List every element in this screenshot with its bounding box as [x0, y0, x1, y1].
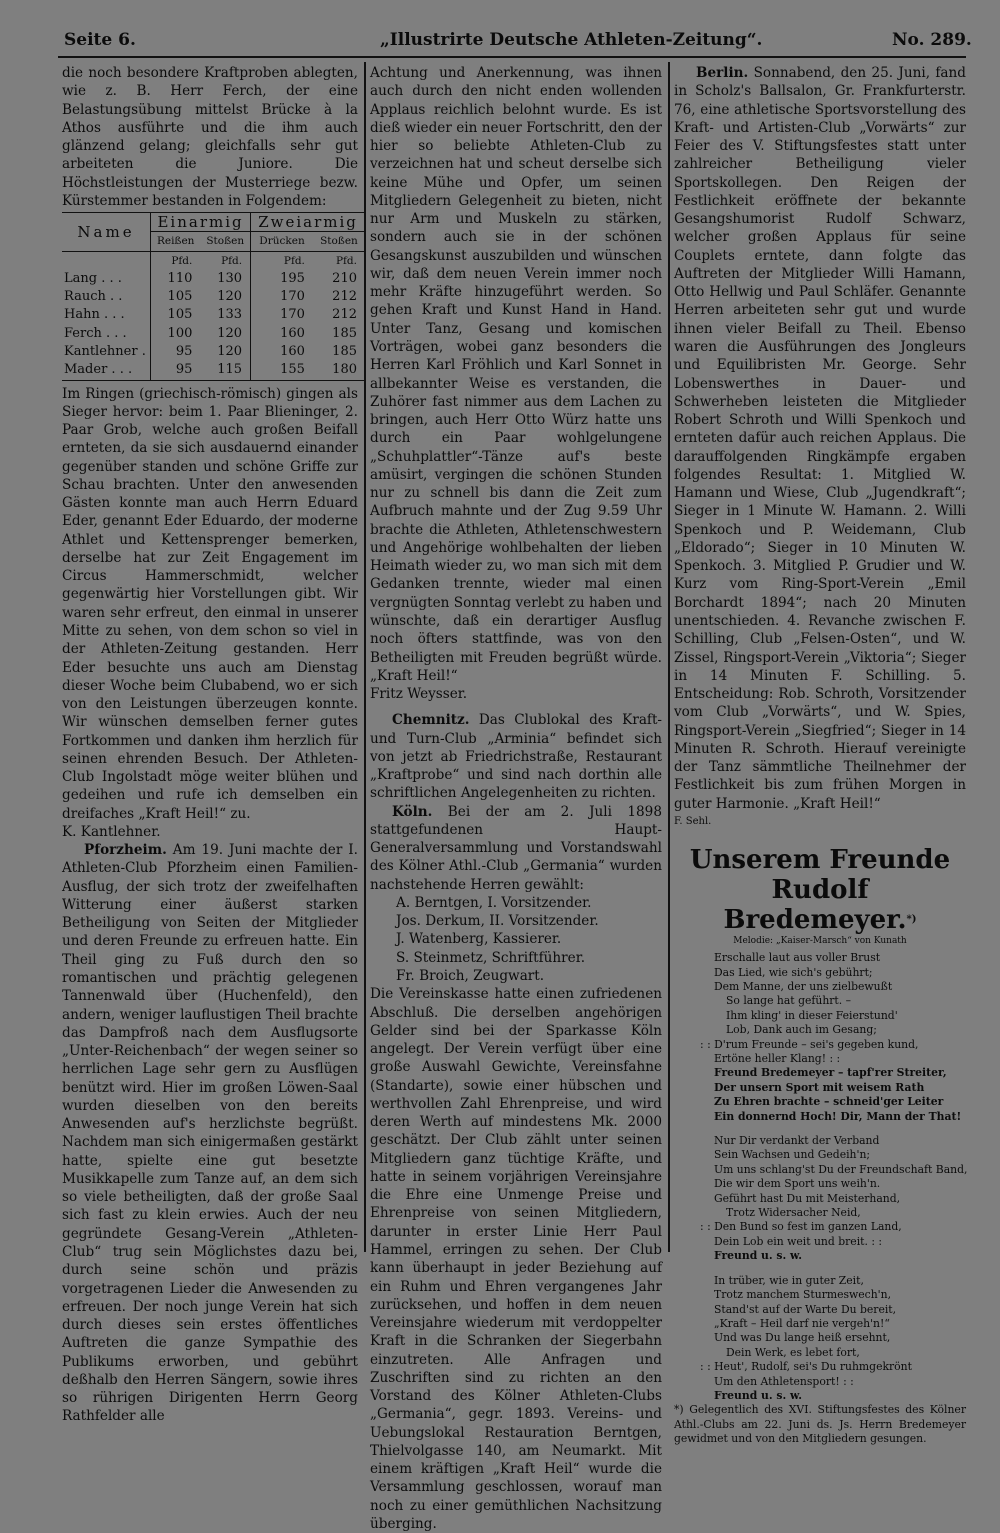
table-cell: 120 [217, 325, 243, 341]
table-sub-header: Reißen [151, 232, 201, 251]
page-number: Seite 6. [64, 30, 136, 50]
poem-line: So lange hat geführt. – [726, 994, 852, 1008]
table-cell: 120 [217, 343, 243, 359]
article-paragraph: Die Vereinskasse hatte einen zufriedenen Abschluß. Die derselben angehörigen Gelder sind bei der Sparkasse Köln angelegt. Der Verein verfügt über eine große Auswahl Gewichte, Vereinsfahne (Standarte), sowie einer hübschen und werthvollen Zahl Ehrenpreise, und wird deren Werth auf mindestens Mk. 2000 geschätzt. Der Club zählt unter seinen Mitgliedern ganz tüchtige Kräfte, und hatte in seinem vorjährigen Vereinsjahre die Ehre eine Unmenge Preise und Ehrenpreise von seinen Mitgliedern, darunter in erster Linie Herr Paul Hammel, erringen zu sehen. Der Club kann überhaupt in jeder Beziehung auf ein Ruhm und Ehren vergangenes Jahr zurücksehen, und hoffen in dem neuen Vereinsjahre wiederum mit verdoppelter Kraft in die Schranken der Siegerbahn einzutreten. Alle Anfragen und Zuschriften sind zu richten an den Vorstand des Kölner Athleten-Clubs „Germania“, gegr. 1893. Vereins- und Uebungslokal Restauration Berntgen, Thielvolgasse 140, am Neumarkt. Mit einem kräftigen „Kraft Heil“ wurde die Versammlung geschlossen, worauf man noch zu einer gemüthlichen Nachsitzung überging. [370, 986, 662, 1532]
table-cell: 185 [332, 325, 357, 341]
poem-line: Freund u. s. w. [714, 1249, 802, 1263]
table-cell: 210 [332, 270, 357, 286]
table-row [62, 306, 365, 324]
table-cell: 105 [151, 306, 201, 324]
table-cell: 133 [217, 307, 243, 323]
poem-line: : : Heut', Rudolf, sei's Du ruhmgekrönt [700, 1360, 912, 1374]
poem-line: : : Den Bund so fest im ganzen Land, [700, 1220, 902, 1234]
results-table [62, 212, 365, 380]
poem-line: Der unsern Sport mit weisem Rath [714, 1080, 925, 1094]
article-paragraph: Achtung und Anerkennung, was ihnen auch durch den nicht enden wollenden Applaus reichlich belohnt wurde. Es ist dieß wieder ein neuer Fortschritt, den der hier so beliebte Athleten-Club zu verzeichnen hat und scheut derselbe sich keine Mühe und Opfer, um seinen Mitgliedern Gelegenheit zu bieten, nicht nur Arm und Muskeln zu stärken, sondern auch sie in der schönen Gesangskunst auszubilden und wünschen wir, daß dem neuen Verein immer noch mehr Kräfte hinzugeführt werden. So gehen Kraft und Kunst Hand in Hand. Unter Tanz, Gesang und komischen Vorträgen, wobei ganz besonders die Herren Karl Fröhlich und Karl Sonnet in allbekannter Weise es verstanden, die Zuhörer fast nimmer aus dem Lachen zu bringen, auch Herr Otto Würz hatte uns durch ein Paar wohlgelungene „Schuhplattler“-Tänze auf's beste amüsirt, vergingen die schönen Stunden nur zu schnell bis dann die Zeit zum Aufbruch mahnte und der Zug 9.59 Uhr brachte die Athleten, Athletenschwestern und Angehörige wohlbehalten der lieben Heimath wieder zu, wo man sich mit dem Gedanken trennte, wieder mal einen vergnügten Sonntag verlebt zu haben und wünschte, daß ein derartiger Ausflug noch öfters stattfinde, was von den Betheiligten mit Freuden begrüßt würde. „Kraft Heil!“ [370, 65, 662, 684]
poem-title: Unserem Freunde [689, 845, 951, 876]
table-cell: 170 [251, 306, 313, 324]
header-rule [58, 56, 966, 58]
footnote: *) Gelegentlich des XVI. Stiftungsfestes des Kölner Athl.-Clubs am 22. Juni ds. Js. Herrn Bredemeyer gewidmet und von den Mitgliedern gesungen. [674, 1403, 966, 1446]
table-cell: Lang . . . [64, 270, 122, 286]
table-cell: 195 [251, 270, 313, 288]
table-cell: 120 [217, 289, 243, 305]
poem-line: Nur Dir verdankt der Verband [714, 1134, 880, 1148]
poem-melody: Melodie: „Kaiser-Marsch“ von Kunath [733, 936, 907, 947]
table-row [62, 270, 365, 288]
table-cell: 160 [251, 325, 313, 343]
table-unit: Pfd. [221, 254, 243, 267]
article-location: Köln. [392, 803, 433, 820]
poem-line: Die wir dem Sport uns weih'n. [714, 1177, 881, 1191]
poem-stanza [674, 951, 966, 1124]
list-item: A. Berntgen, I. Vorsitzender. [396, 894, 592, 911]
poem-line: Um uns schlang'st Du der Freundschaft Band, [714, 1162, 968, 1176]
article-text: Am 19. Juni machte der I. Athleten-Club Pforzheim einen Familien-Ausflug, der sich trotz der zweifelhaften Witterung einer äußerst starken Betheiligung von Seiten der Mitglieder und deren Freunde zu erfreuen hatte. Ein Theil ging zu Fuß durch den so romantischen und prächtig gelegenen Tannenwald über (Huchenfeld), den andern, weniger lauflustigen Theil brachte das Dampfroß nach dem Ausflugsorte „Unter-Reichenbach“ der wegen seiner so herrlichen Lage sehr gern zu Ausflügen benützt wird. Hier im großen Löwen-Saal wurden dieselben von den bereits Anwesenden auf's herzlichste begrüßt. Nachdem man sich einigermaßen gestärkt hatte, spielte eine gut besetzte Musikkapelle zum Tanze auf, an dem sich so viele betheiligten, daß der große Saal sich fast zu klein erwies. Auch der neu gegründete Gesang-Verein „Athleten-Club“ trug sein Möglichstes dazu bei, durch seine schön und präzis vorgetragenen Lieder die Anwesenden zu erfreuen. Der noch junge Verein hat sich durch dieses sein erstes öffentliches Auftreten die ganze Sympathie des Publikums erworben, und gebührt deßhalb den Herren Sängern, sowie ihres so rührigen Dirigenten Herrn Georg Rathfelder alle [62, 842, 358, 1425]
table-unit: Pfd. [151, 251, 201, 270]
issue-number: No. 289. [892, 30, 972, 50]
table-row [62, 361, 365, 380]
author-signature: F. Sehl. [674, 815, 712, 827]
poem-stanza [674, 1274, 966, 1404]
poem-stanza [674, 1134, 966, 1264]
list-item: J. Watenberg, Kassierer. [396, 931, 562, 948]
table-cell: 95 [151, 343, 201, 361]
article-text: Das Clublokal des Kraft- und Turn-Club „Arminia“ befindet sich von jetzt ab Friedrichstraße, Restaurant „Kraftprobe“ und sind nach dorthin alle schriftlichen Angelegenheiten zu richten. [370, 712, 663, 802]
poem-line: Ertöne heller Klang! : : [714, 1052, 841, 1065]
poem-line: : : D'rum Freunde – sei's gegeben kund, [700, 1037, 919, 1051]
table-cell: 180 [332, 362, 357, 378]
table-cell: Hahn . . . [64, 307, 125, 323]
table-cell: 105 [151, 288, 201, 306]
table-cell: 160 [251, 343, 313, 361]
table-cell: Ferch . . . [64, 325, 127, 341]
poem-line: Lob, Dank auch im Gesang; [726, 1023, 877, 1037]
poem-line: Dein Werk, es lebet fort, [726, 1345, 860, 1359]
article-location: Berlin. [696, 65, 749, 81]
list-item: S. Steinmetz, Schriftführer. [396, 949, 586, 966]
poem-line: Sein Wachsen und Gedeih'n; [714, 1148, 871, 1162]
article-location: Pforzheim. [84, 842, 167, 859]
poem-line: Trotz Widersacher Neid, [726, 1206, 861, 1220]
article-text: Sonnabend, den 25. Juni, fand in Scholz's Ballsalon, Gr. Frankfurterstr. 76, eine athletische Sportsvorstellung des Kraft- und Artisten-Club „Vorwärts“ zur Feier des V. Stiftungsfestes statt unter zahlreicher Betheiligung vieler Sportskollegen. Den Reigen der Festlichkeit eröffnete der bekannte Gesangshumorist Rudolf Schwarz, welcher großen Applaus für seine Couplets erntete, dann folgte das Auftreten der Mitglieder Willi Hamann, Otto Hellwig und Paul Schläfer. Genannte Herren arbeiteten sehr gut und wurde ihnen vieler Beifall zu Theil. Ebenso waren die Ausführungen des Jongleurs und Equilibristen Mr. George. Sehr Lobenswerthes in Dauer- und Schwerheben leisteten die Mitglieder Robert Schroth und Willi Spenkoch und ernteten dafür auch reichen Applaus. Die darauffolgenden Ringkämpfe ergaben folgendes Resultat: 1. Mitglied W. Hamann und Wiese, Club „Jugendkraft“; Sieger in 1 Minute W. Hamann. 2. Willi Spenkoch und P. Weidemann, Club „Eldorado“; Sieger in 10 Minuten W. Spenkoch. 3. Mitglied P. Grudier und W. Kurz vom Ring-Sport-Verein „Emil Borchardt 1894“; nach 20 Minuten unentschieden. 4. Revanche zwischen F. Schilling, Club „Felsen-Osten“, und W. Zissel, Ringsport-Verein „Viktoria“; Sieger in 14 Minuten F. Schilling. 5. Entscheidung: Rob. Schroth, Vorsitzender vom Club „Vorwärts“, und W. Spies, Ringsport-Verein „Siegfried“; Sieger in 14 Minuten R. Schroth. Hierauf vereinigte der Tanz sämmtliche Theilnehmer der Festlichkeit bis zum frühen Morgen in guter Harmonie. „Kraft Heil!“ [674, 65, 966, 812]
column-2 [370, 64, 662, 1533]
author-signature: K. Kantlehner. [62, 823, 161, 840]
article-location: Chemnitz. [392, 712, 470, 729]
table-cell: 212 [332, 289, 357, 305]
table-cell: Mader . . . [64, 362, 133, 378]
poem-line: Geführt hast Du mit Meisterhand, [714, 1191, 901, 1205]
author-signature: Fritz Weysser. [370, 686, 468, 703]
table-group-header: Zweiarmig [251, 213, 365, 232]
poem-line: Das Lied, wie sich's gebührt; [714, 965, 873, 979]
table-cell: 100 [151, 325, 201, 343]
officer-list [370, 894, 662, 985]
table-cell: Kantlehner . [64, 343, 146, 359]
newspaper-title: „Illustrirte Deutsche Athleten-Zeitung“. [380, 30, 763, 50]
table-cell: 155 [251, 361, 313, 380]
column-1 [62, 64, 358, 1426]
poem-line: Erschalle laut aus voller Brust [714, 951, 881, 965]
column-divider [668, 62, 670, 1252]
table-cell: 130 [217, 270, 243, 286]
poem-line: In trüber, wie in guter Zeit, [714, 1273, 864, 1287]
poem-line: Stand'st auf der Warte Du bereit, [714, 1302, 897, 1316]
poem-line: Ein donnernd Hoch! Dir, Mann der That! [714, 1109, 962, 1123]
article-paragraph [370, 803, 662, 894]
article-paragraph [62, 841, 358, 1426]
poem-line: Dem Manne, der uns zielbewußt [714, 979, 893, 993]
article-paragraph: Im Ringen (griechisch-römisch) gingen als Sieger hervor: beim 1. Paar Blieninger, 2. Paar Grob, welche auch großen Beifall ernteten, da sie sich ausdauernd einander gegenüber standen und schöne Griffe zur Schau brachten. Unter den anwesenden Gästen konnte man auch Herrn Eduard Eder, genannt Eder Eduardo, der moderne Athlet und Kettensprenger bemerken, derselbe hat zur Zeit Engagement im Circus Hammerschmidt, welcher gegenwärtig hier Vorstellungen gibt. Wir waren sehr erfreut, den einmal in unserer Mitte zu sehen, von dem schon so viel in der Athleten-Zeitung gestanden. Herr Eder besuchte uns auch am Dienstag dieser Woche beim Clubabend, wo er sich von den Leistungen überzeugen konnte. Wir wünschen demselben ferner gutes Fortkommen und danken ihm herzlich für seinen ehrenden Besuch. Der Athleten-Club Ingolstadt möge weiter blühen und gedeihen und rufe ich demselben ein dreifaches „Kraft Heil!“ zu. [62, 385, 358, 822]
table-cell: 170 [251, 288, 313, 306]
poem-line: Zu Ehren brachte – schneid'ger Leiter [714, 1095, 944, 1109]
table-sub-header: Stoßen [206, 235, 245, 248]
table-cell: 95 [151, 361, 201, 380]
poem-line: Trotz manchem Sturmeswech'n, [714, 1288, 892, 1302]
table-name-header: Name [62, 213, 151, 252]
list-item: Fr. Broich, Zeugwart. [396, 968, 545, 985]
table-row [62, 343, 365, 361]
table-group-header: Einarmig [151, 213, 251, 232]
article-paragraph [674, 64, 966, 813]
table-cell: 185 [332, 343, 357, 359]
article-paragraph: die noch besondere Kraftproben ablegten, wie z. B. Herr Ferch, der eine Belastungsübung mittelst Brücke à la Athos ausführte und die ihm auch glänzend gelang; gleichfalls sehr gut arbeiteten die Juniore. Die Höchstleistungen der Musterriege bezw. Kürstemmer bestanden in Folgendem: [62, 65, 358, 209]
poem-line: Um den Athletensport! : : [714, 1374, 854, 1388]
poem-line: Freund u. s. w. [714, 1388, 802, 1402]
table-cell: 212 [332, 307, 357, 323]
article-text: Bei der am 2. Juli 1898 stattgefundenen Haupt-Generalversammlung und Vorstandswahl des Kölner Athl.-Club „Germania“ wurden nachstehende Herren gewählt: [370, 803, 662, 893]
poem-line: „Kraft – Heil darf nie vergeh'n!“ [714, 1316, 890, 1330]
article-paragraph [370, 711, 662, 802]
footnote-mark: *) [906, 914, 917, 926]
poem-line: Dein Lob ein weit und breit. : : [714, 1234, 883, 1248]
table-cell: 115 [217, 362, 243, 378]
table-sub-header: Drücken [251, 232, 313, 251]
list-item: Jos. Derkum, II. Vorsitzender. [396, 913, 599, 930]
poem-title [674, 875, 966, 935]
table-row [62, 325, 365, 343]
poem-line: Freund Bredemeyer – tapf'rer Streiter, [714, 1066, 947, 1080]
poem-line: Und was Du lange heiß ersehnt, [714, 1331, 891, 1345]
table-unit: Pfd. [251, 251, 313, 270]
poem-line: Ihm kling' in dieser Feierstund' [726, 1008, 898, 1022]
table-unit: Pfd. [335, 254, 357, 267]
table-cell: 110 [151, 270, 201, 288]
table-row [62, 288, 365, 306]
table-sub-header: Stoßen [320, 235, 358, 248]
poem-title-name: Rudolf Bredemeyer. [723, 875, 907, 936]
table-cell: Rauch . . [64, 289, 123, 305]
column-3 [674, 64, 966, 1447]
